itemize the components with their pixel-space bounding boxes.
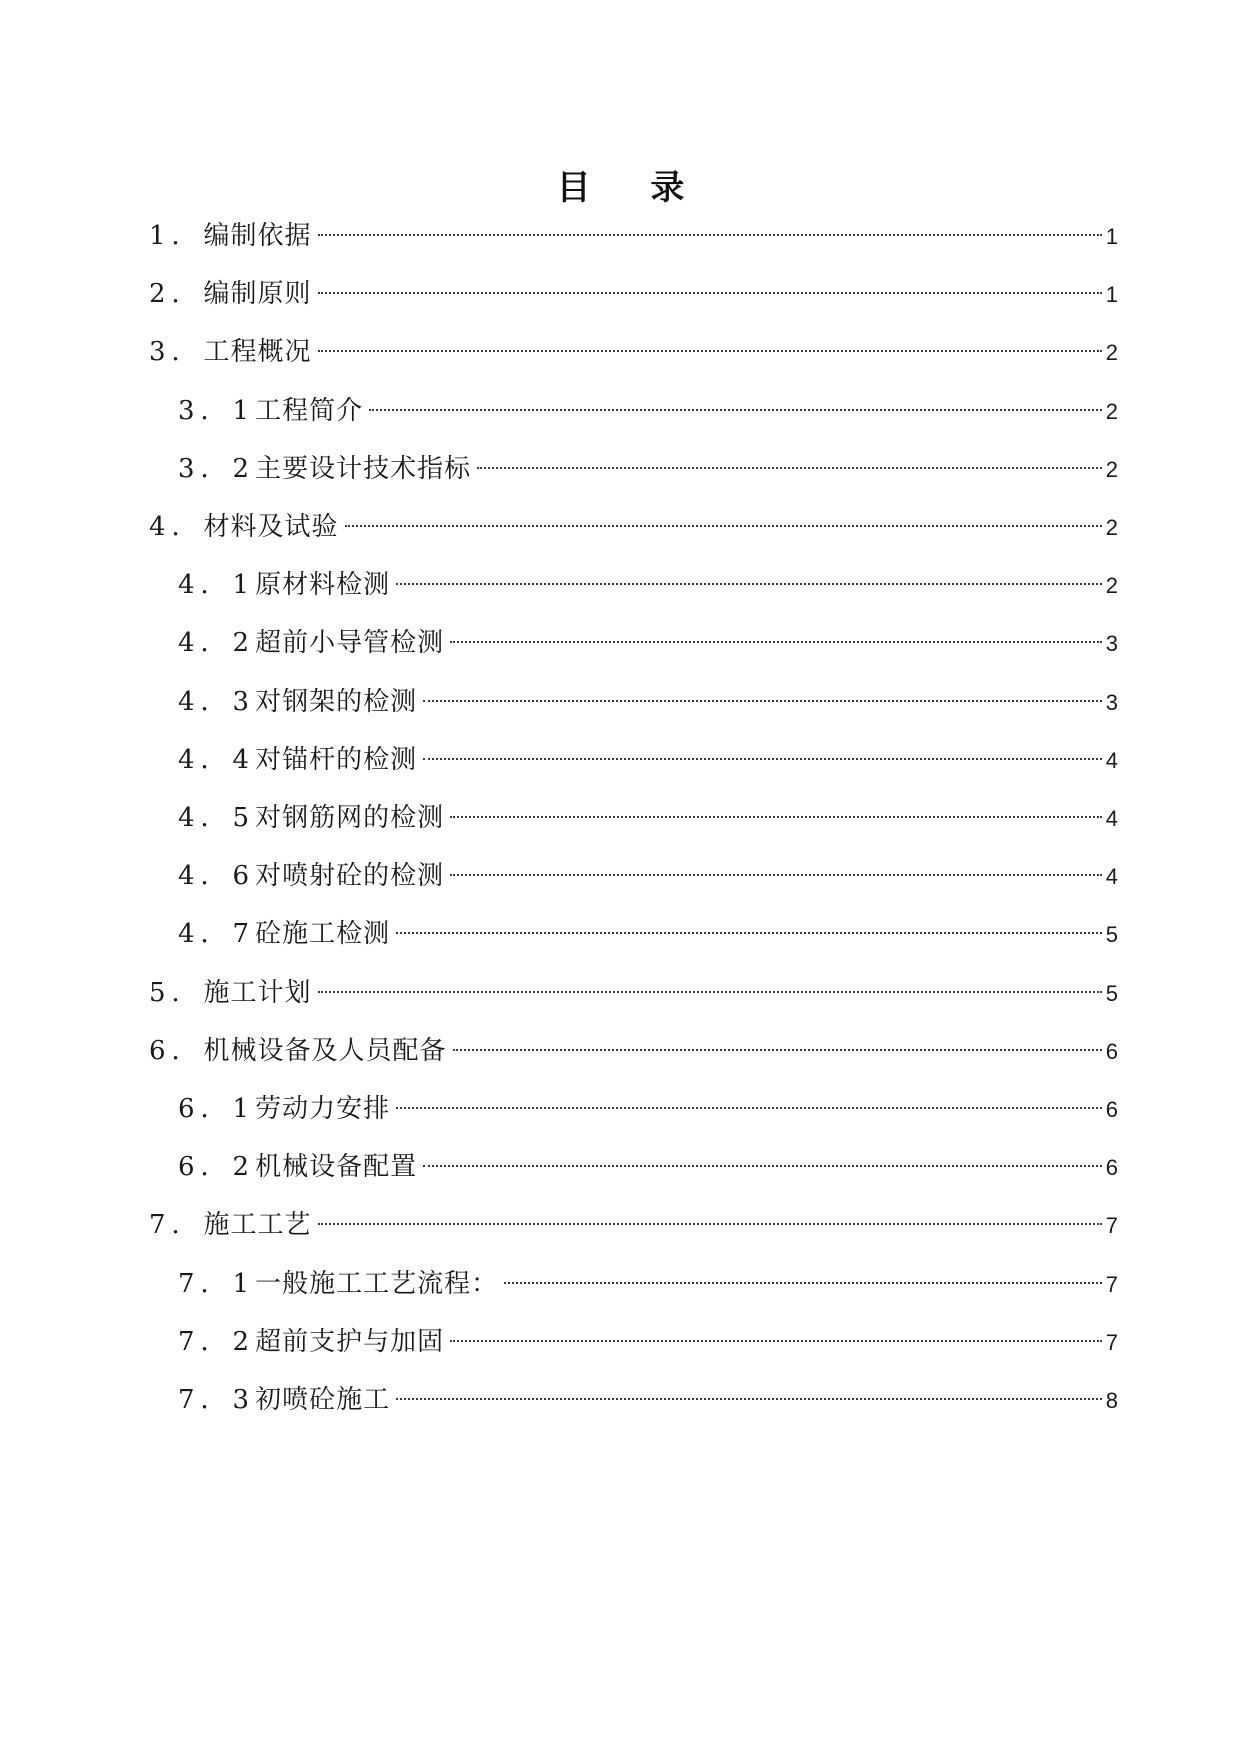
toc-entry-title: 超前支护与加固: [255, 1326, 445, 1357]
toc-entry-page-number: 7: [1105, 1213, 1118, 1239]
toc-entry[interactable]: [178, 1089, 1118, 1129]
toc-entry-page-number: 3: [1105, 631, 1118, 657]
toc-entry-number: 4．4: [178, 744, 256, 775]
toc-entry-page-number: 2: [1105, 456, 1118, 482]
toc-entry-number: 7．: [149, 1210, 204, 1241]
toc-entry-title: 编制原则: [203, 279, 312, 310]
toc-entry[interactable]: [149, 332, 1118, 372]
toc-dot-leader: [423, 700, 1102, 702]
toc-entry-number: 3．: [149, 337, 204, 368]
toc-dot-leader: [450, 1340, 1102, 1342]
toc-dot-leader: [450, 816, 1102, 818]
toc-entry-page-number: 8: [1105, 1388, 1118, 1413]
toc-entry-title: 初喷砼施工: [255, 1385, 391, 1415]
toc-dot-leader: [504, 1282, 1102, 1284]
toc-entry-number: 3．1: [178, 395, 256, 426]
toc-entry-page-number: 6: [1105, 1097, 1118, 1122]
toc-entry-title: 施工计划: [203, 977, 312, 1008]
toc-entry-title: 砼施工检测: [255, 919, 391, 950]
toc-entry-title: 一般施工工艺流程：: [255, 1268, 499, 1299]
toc-entry-number: 4．6: [178, 861, 256, 892]
toc-dot-leader: [396, 583, 1102, 585]
toc-entry-number: 6．2: [178, 1152, 256, 1183]
toc-entry[interactable]: [178, 682, 1118, 722]
toc-dot-leader: [396, 932, 1102, 934]
toc-entry-page-number: 6: [1105, 1155, 1118, 1181]
toc-entry-page-number: 7: [1105, 1329, 1118, 1355]
toc-entry[interactable]: [178, 740, 1118, 780]
toc-entry-title: 原材料检测: [255, 570, 391, 601]
toc-entry[interactable]: [178, 1264, 1118, 1304]
toc-entry[interactable]: [149, 1031, 1118, 1071]
toc-dot-leader: [396, 1398, 1102, 1400]
toc-entry-number: 3．2: [178, 453, 256, 484]
toc-entry-page-number: 4: [1105, 747, 1118, 773]
toc-dot-leader: [450, 641, 1102, 643]
toc-entry-number: 6．1: [178, 1094, 256, 1124]
toc-entry[interactable]: [178, 623, 1118, 663]
toc-dot-leader: [450, 874, 1102, 876]
toc-entry-page-number: 3: [1105, 689, 1118, 715]
toc-entry-title: 材料及试验: [203, 512, 339, 542]
toc-entry-number: 4．2: [178, 628, 256, 659]
toc-entry-title: 劳动力安排: [255, 1094, 391, 1124]
toc-entry-page-number: 2: [1105, 340, 1118, 366]
toc-dot-leader: [423, 1165, 1102, 1167]
toc-entry-page-number: 6: [1105, 1038, 1118, 1064]
toc-entry-number: 4．1: [178, 570, 256, 601]
toc-dot-leader: [318, 1223, 1102, 1225]
toc-entry-title: 工程概况: [203, 337, 312, 368]
toc-entry[interactable]: [149, 1205, 1118, 1245]
toc-entry-number: 4．5: [178, 803, 256, 833]
toc-entry[interactable]: [178, 798, 1118, 838]
toc-entry-page-number: 2: [1105, 573, 1118, 599]
toc-entry-number: 4．7: [178, 919, 256, 950]
toc-dot-leader: [318, 292, 1102, 294]
toc-entry-page-number: 7: [1105, 1271, 1118, 1297]
toc-entry-title: 对锚杆的检测: [255, 744, 418, 775]
toc-title: 目 录: [556, 168, 709, 208]
toc-entry[interactable]: [149, 507, 1118, 547]
toc-entry[interactable]: [149, 274, 1118, 314]
toc-dot-leader: [318, 234, 1102, 236]
toc-entry-title: 施工工艺: [203, 1210, 312, 1241]
toc-entry-number: 1．: [149, 221, 204, 251]
toc-entry-title: 主要设计技术指标: [255, 453, 472, 484]
toc-dot-leader: [423, 758, 1102, 760]
toc-entry-title: 工程简介: [255, 395, 364, 426]
toc-entry[interactable]: [178, 856, 1118, 896]
toc-entry-title: 对喷射砼的检测: [255, 861, 445, 892]
toc-entry-title: 对钢筋网的检测: [255, 803, 445, 833]
toc-dot-leader: [477, 467, 1102, 469]
toc-entry-page-number: 1: [1105, 224, 1118, 249]
toc-entry-title: 机械设备配置: [255, 1152, 418, 1183]
toc-entry-page-number: 5: [1105, 980, 1118, 1006]
toc-entry-title: 超前小导管检测: [255, 628, 445, 659]
toc-entry-title: 对钢架的检测: [255, 686, 418, 717]
toc-entry[interactable]: [178, 914, 1118, 954]
toc-entry-title: 编制依据: [203, 221, 312, 251]
toc-entry[interactable]: [178, 1147, 1118, 1187]
toc-entry[interactable]: [178, 565, 1118, 605]
toc-dot-leader: [318, 991, 1102, 993]
toc-entry-number: 7．1: [178, 1268, 256, 1299]
toc-entry-number: 6．: [149, 1035, 204, 1066]
toc-entry-number: 2．: [149, 279, 204, 310]
toc-entry[interactable]: [178, 1322, 1118, 1362]
toc-dot-leader: [345, 525, 1102, 527]
toc-entry-page-number: 4: [1105, 806, 1118, 831]
toc-dot-leader: [369, 409, 1102, 411]
toc-entry-number: 7．2: [178, 1326, 256, 1357]
toc-entry-number: 4．3: [178, 686, 256, 717]
toc-entry-page-number: 4: [1105, 864, 1118, 890]
toc-entry[interactable]: [149, 973, 1118, 1013]
toc-dot-leader: [318, 350, 1102, 352]
toc-entry-title: 机械设备及人员配备: [203, 1035, 447, 1066]
toc-entry[interactable]: [178, 391, 1118, 431]
toc-dot-leader: [396, 1107, 1102, 1109]
toc-entry[interactable]: [149, 216, 1118, 256]
toc-entry-number: 7．3: [178, 1385, 256, 1415]
toc-entry-page-number: 2: [1105, 515, 1118, 540]
toc-entry[interactable]: [178, 449, 1118, 489]
toc-entry-number: 4．: [149, 512, 204, 542]
toc-entry-number: 5．: [149, 977, 204, 1008]
toc-entry-page-number: 2: [1105, 398, 1118, 424]
toc-entry-page-number: 5: [1105, 922, 1118, 948]
toc-entry[interactable]: [178, 1380, 1118, 1420]
toc-entry-page-number: 1: [1105, 282, 1118, 308]
toc-dot-leader: [453, 1049, 1102, 1051]
